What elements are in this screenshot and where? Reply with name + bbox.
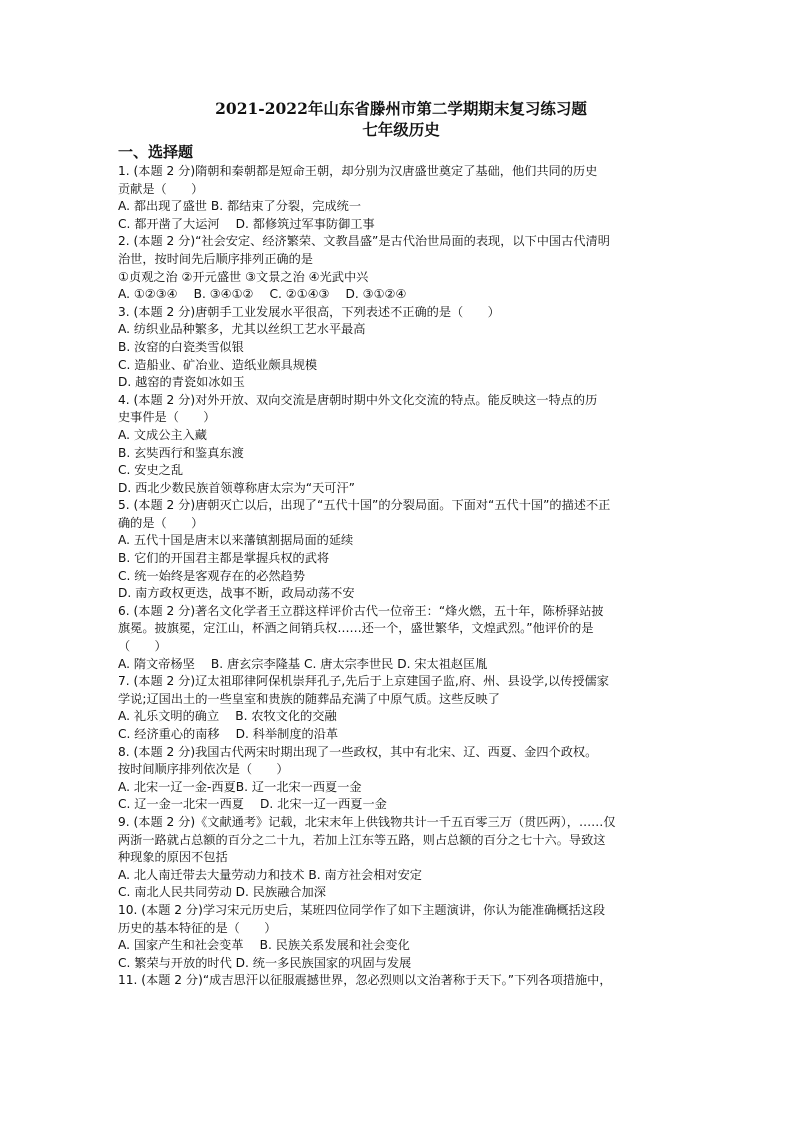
question-stem-line: 3. (本题 2 分)唐朝手工业发展水平很高，下列表述不正确的是（ ） [118, 304, 500, 319]
answer-option-line: B. 汝窑的白瓷类雪似银 [118, 339, 244, 354]
question-item [118, 497, 684, 603]
question-stem-line: 旗冕。披旗冕，定江山，杯酒之间销兵权……还一个，盛世繁华，文煌武烈。”他评价的是 [118, 621, 594, 636]
answer-option-line: B. 玄奘西行和鉴真东渡 [118, 445, 244, 460]
question-item [118, 304, 684, 392]
answer-option-line: D. 越窑的青瓷如冰如玉 [118, 375, 245, 390]
question-stem-line: 5. (本题 2 分)唐朝灭亡以后，出现了“五代十国”的分裂局面。下面对“五代十国”的描述不正 [118, 498, 611, 513]
question-item [118, 603, 684, 673]
question-item [118, 392, 684, 498]
question-stem-line: 9. (本题 2 分)《文献通考》记载，北宋末年上供钱物共计一千五百零三万（贯匹两），……仅 [118, 814, 616, 829]
answer-option-line: A. 北宋一辽一金-西夏B. 辽一北宋一西夏一金 [118, 779, 362, 794]
answer-option-line: A. 五代十国是唐末以来藩镇割据局面的延续 [118, 533, 354, 548]
question-item [118, 673, 684, 743]
question-stem-line: 2. (本题 2 分)“社会安定、经济繁荣、文教昌盛”是古代治世局面的表现，以下中国古代清明 [118, 234, 610, 249]
question-item [118, 814, 684, 902]
answer-option-line: A. ①②③④ B. ③④①② C. ②①④③ D. ③①②④ [118, 287, 407, 302]
question-stem-line: 贡献是（ ） [118, 181, 204, 196]
answer-option-line: A. 文成公主入藏 [118, 427, 207, 442]
answer-option-line: C. 安史之乱 [118, 463, 184, 478]
question-stem-line: 两浙一路就占总额的百分之二十九，若加上江东等五路，则占总额的百分之七十六。导致这 [118, 832, 606, 847]
answer-option-line: C. 造船业、矿冶业、造纸业颇具规模 [118, 357, 318, 372]
answer-option-line: C. 繁荣与开放的时代 D. 统一多民族国家的巩固与发展 [118, 955, 412, 970]
exam-subtitle: 七年级历史 [362, 120, 440, 139]
question-stem-line: 史事件是（ ） [118, 410, 216, 425]
exam-title: 2021-2022年山东省滕州市第二学期期末复习练习题 [215, 99, 587, 118]
answer-option-line: A. 隋文帝杨坚 B. 唐玄宗李隆基 C. 唐太宗李世民 D. 宋太祖赵匡胤 [118, 656, 488, 671]
answer-option-line: C. 辽一金一北宋一西夏 D. 北宋一辽一西夏一金 [118, 797, 387, 812]
answer-option-line: A. 北人南迁带去大量劳动力和技术 B. 南方社会相对安定 [118, 867, 422, 882]
exam-page [118, 98, 684, 990]
answer-option-line: C. 统一始终是客观存在的必然趋势 [118, 568, 305, 583]
question-stem-line: 6. (本题 2 分)著名文化学者王立群这样评价古代一位帝王：“烽火燃，五十年，陈桥驿站披 [118, 603, 604, 618]
answer-option-line: B. 它们的开国君主都是掌握兵权的武将 [118, 551, 330, 566]
question-item [118, 744, 684, 814]
answer-option-line: D. 西北少数民族首领尊称唐太宗为“天可汗” [118, 480, 355, 495]
question-stem-line: 确的是（ ） [118, 515, 204, 530]
answer-option-line: A. 纺织业品种繁多，尤其以丝织工艺水平最高 [118, 322, 366, 337]
question-stem-line: 治世，按时间先后顺序排列正确的是 [118, 251, 313, 266]
question-stem-line: ①贞观之治 ②开元盛世 ③文景之治 ④光武中兴 [118, 269, 369, 284]
answer-option-line: D. 南方政权更迭，战事不断，政局动荡不安 [118, 586, 355, 601]
question-stem-line: 按时间顺序排列依次是（ ） [118, 762, 289, 777]
question-stem-line: 11. (本题 2 分)“成吉思汗以征服震撼世界，忽必烈则以文治著称于天下。”下列各项措施中， [118, 973, 612, 988]
answer-option-line: A. 都出现了盛世 B. 都结束了分裂，完成统一 [118, 199, 362, 214]
section-heading: 一、选择题 [118, 143, 194, 161]
answer-option-line: A. 礼乐文明的确立 B. 农牧文化的交融 [118, 709, 337, 724]
question-item [118, 163, 684, 233]
question-stem-line: 种现象的原因不包括 [118, 850, 228, 865]
answer-option-line: A. 国家产生和社会变革 B. 民族关系发展和社会变化 [118, 938, 410, 953]
question-stem-line: 10. (本题 2 分)学习宋元历史后，某班四位同学作了如下主题演讲，你认为能准确概括这段 [118, 902, 606, 917]
question-list [118, 163, 684, 990]
answer-option-line: C. 都开凿了大运河 D. 都修筑过军事防御工事 [118, 216, 375, 231]
question-item [118, 902, 684, 972]
question-item [118, 972, 684, 990]
question-stem-line: 1. (本题 2 分)隋朝和秦朝都是短命王朝，却分别为汉唐盛世奠定了基础，他们共同的历史 [118, 164, 598, 178]
question-stem-line: 历史的基本特征的是（ ） [118, 920, 277, 935]
question-stem-line: 7. (本题 2 分)辽太祖耶律阿保机崇拜孔子,先后于上京建国子监,府、州、县设学,以传授儒家 [118, 674, 609, 689]
answer-option-line: C. 经济重心的南移 D. 科举制度的沿革 [118, 727, 339, 741]
question-stem-line: （ ） [118, 639, 167, 654]
answer-option-line: C. 南北人民共同劳动 D. 民族融合加深 [118, 885, 326, 900]
question-stem-line: 4. (本题 2 分)对外开放、双向交流是唐朝时期中外文化交流的特点。能反映这一特点的历 [118, 392, 598, 407]
question-stem-line: 8. (本题 2 分)我国古代两宋时期出现了一些政权，其中有北宋、辽、西夏、金四个政权。 [118, 744, 598, 759]
question-stem-line: 学说;辽国出土的一些皇室和贵族的随葬品充满了中原气质。这些反映了 [118, 691, 500, 706]
question-item [118, 233, 684, 303]
